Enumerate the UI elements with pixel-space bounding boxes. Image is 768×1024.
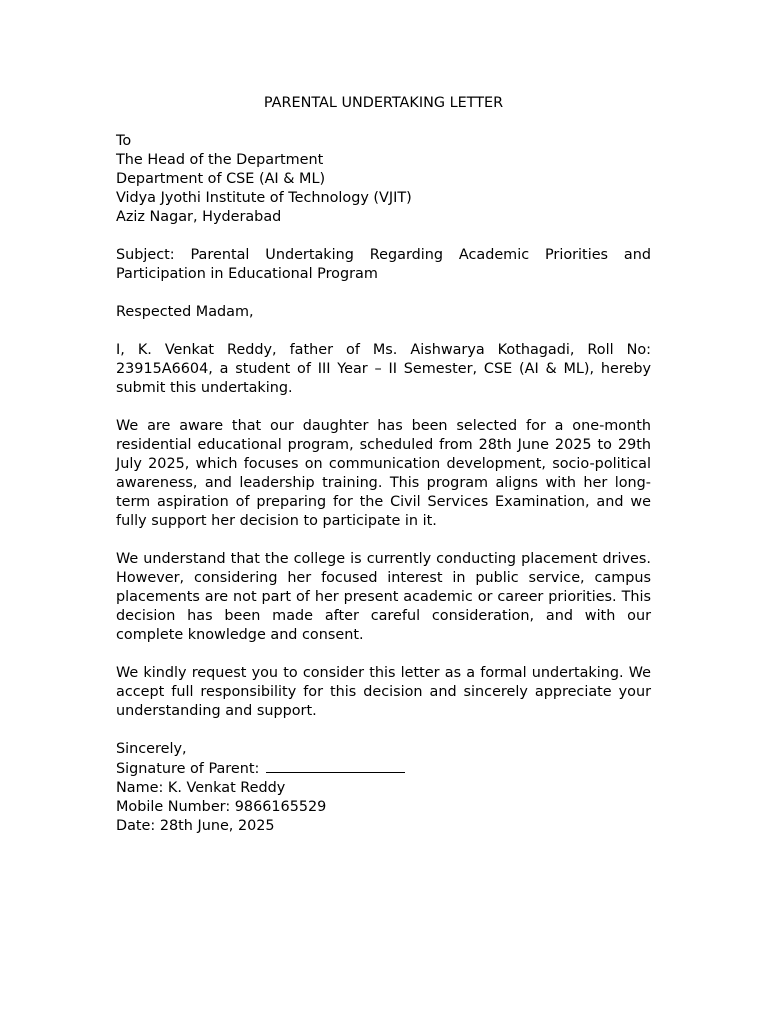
closing-block: [116, 740, 651, 836]
subject-line: Subject: Parental Undertaking Regarding Academic Priorities and Participation in Educational Program: [116, 247, 651, 282]
paragraph-4: We kindly request you to consider this letter as a formal undertaking. We accept full responsibility for this decision and sincerely appreciate your understanding and support.: [116, 665, 651, 719]
paragraph-2: We are aware that our daughter has been selected for a one-month residential educational program, scheduled from 28th June 2025 to 29th July 2025, which focuses on communication development, socio-political awareness, and leadership training. This program aligns with her long-term aspiration of preparing for the Civil Services Examination, and we fully support her decision to participate in it.: [116, 418, 651, 529]
letter-title: PARENTAL UNDERTAKING LETTER: [263, 95, 504, 111]
paragraph-3: We understand that the college is currently conducting placement drives. However, considering her focused interest in public service, campus placements are not part of her present academic or career priorities. This decision has been made after careful consideration, and with our complete knowledge and consent.: [116, 551, 651, 643]
salutation: Respected Madam,: [116, 304, 254, 320]
recipient-address: [116, 132, 651, 227]
signature-row: [116, 759, 651, 779]
address-line-1: The Head of the Department: [116, 152, 324, 168]
closing-sincerely: Sincerely,: [116, 741, 187, 757]
address-line-4: Aziz Nagar, Hyderabad: [116, 209, 282, 225]
letter-date: Date: 28th June, 2025: [116, 818, 275, 834]
signature-label: Signature of Parent:: [116, 761, 260, 777]
address-line-2: Department of CSE (AI & ML): [116, 171, 326, 187]
address-to: To: [116, 133, 132, 149]
signature-blank-line: [266, 759, 405, 773]
parent-mobile: Mobile Number: 9866165529: [116, 799, 327, 815]
address-line-3: Vidya Jyothi Institute of Technology (VJIT): [116, 190, 412, 206]
letter-body: [116, 94, 651, 855]
paragraph-1: I, K. Venkat Reddy, father of Ms. Aishwarya Kothagadi, Roll No: 23915A6604, a student of III Year – II Semester, CSE (AI & ML), hereby submit this undertaking.: [116, 342, 651, 396]
parent-name: Name: K. Venkat Reddy: [116, 780, 286, 796]
